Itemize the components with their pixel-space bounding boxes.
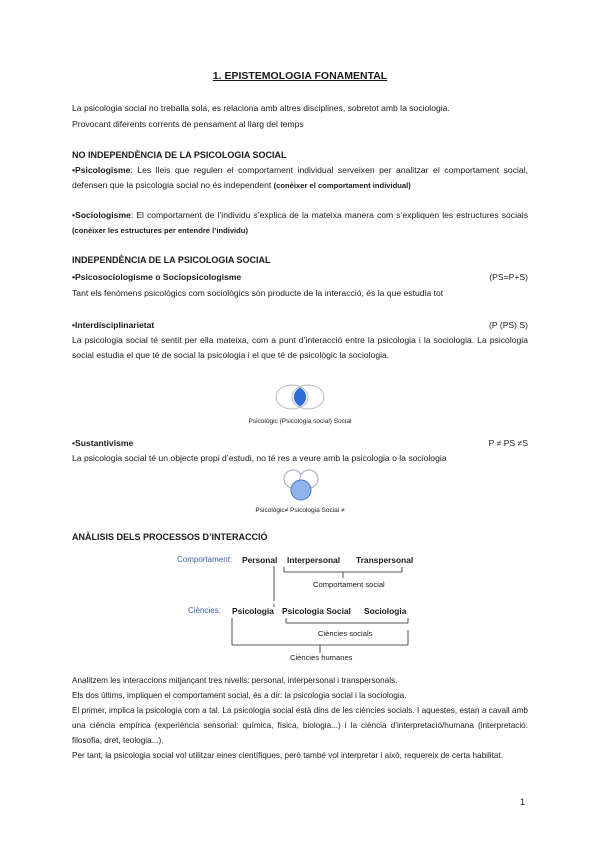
diagram-bracket-comportament-social: Comportament social	[313, 580, 385, 589]
venn-separate-icon	[280, 468, 322, 502]
analysis-paragraph-2: Els dos últims, impliquen el comportament social, és a dir: la psicologia social i la sociologia.	[72, 691, 407, 700]
independence-heading: INDEPENDÈNCIA DE LA PSICOLOGIA SOCIAL	[72, 255, 271, 265]
analysis-paragraph-1: Analitzem les interaccions mitjançant tres nivells: personal, interpersonal i transpersonals.	[72, 676, 398, 685]
intro-line-2: Provocant diferents corrents de pensament al llarg del temps	[72, 119, 304, 129]
analysis-paragraph-3: El primer, implica la psicologia com a tal. La psicologia social està dins de les ciències socials. I aquestes, estan a cavall amb una ciència empírica (experiència sensorial: química, física, biologia...) i la ciència d’interpretació/humana (interpretació: filosofia, dret, teologia...).	[72, 706, 528, 745]
interdisciplinarietat-formula: (P (PS) S)	[489, 320, 528, 330]
sociologisme-note: (conèixer les estructures per entendre l’individu)	[72, 226, 248, 235]
diagram-transpersonal: Transpersonal	[356, 555, 414, 565]
sustantivisme-text: La psicologia social té un objecte propi d’estudi, no té res a veure amb la psicologia o la sociologia	[72, 453, 447, 463]
psicologisme-text: : Les lleis que regulen el comportament individual serveixen per analitzar el comportament social, defensen que la psicologia social no és independent	[72, 165, 528, 190]
sociologisme-term: •Sociologisme	[72, 210, 131, 220]
psicologisme-paragraph	[72, 163, 528, 193]
sociologisme-text: : El comportament de l’individu s’explica de la mateixa manera com s’expliquen les estructures socials	[130, 210, 528, 220]
psicologisme-note: (conèixer el comportament individual)	[273, 181, 411, 190]
intro-line-1: La psicologia social no treballa sola, es relaciona amb altres disciplines, sobretot amb la sociologia.	[72, 103, 450, 113]
diagram-bracket-ciencies-socials: Ciències socials	[318, 629, 373, 638]
psicosociologisme-term: •Psicosociologisme o Sociopsicologisme	[72, 272, 242, 282]
diagram-brackets	[170, 566, 430, 666]
analysis-heading: ANÀLISIS DELS PROCESSOS D’INTERACCIÓ	[72, 532, 268, 542]
analysis-paragraph-4: Per tant, la psicologia social vol utilitzar eines científiques, però també vol interpretar i això, requereix de certa habilitat.	[72, 751, 503, 760]
venn-overlap-icon	[272, 382, 328, 412]
interdisciplinarietat-term: •Interdisciplinarietat	[72, 320, 155, 330]
psicologisme-term: •Psicologisme	[72, 165, 131, 175]
diagram-interpersonal: Interpersonal	[287, 555, 341, 565]
diagram-psicologia: Psicologia	[232, 606, 274, 616]
diagram-row2-label: Ciències:	[188, 606, 221, 615]
page-number: 1	[520, 797, 526, 807]
psicosociologisme-text: Tant els fenòmens psicològics com sociològics són producte de la interacció, és la que estudia tot	[72, 288, 444, 298]
page-title: 1. EPISTEMOLOGIA FONAMENTAL	[212, 70, 388, 82]
venn-caption-1: Psicològic (Psicologia social) Social	[248, 418, 352, 425]
interdisciplinarietat-text: La psicologia social té sentit per ella mateixa, com a punt d’interacció entre la psicologia i la sociologia. La psicologia social estudia el que té de social la psicologia i el que té de psicològic la sociologia.	[72, 335, 528, 360]
sociologisme-paragraph	[72, 208, 528, 238]
psicosociologisme-formula: (PS=P+S)	[489, 272, 528, 282]
diagram-bracket-ciencies-humanes: Ciències humanes	[290, 653, 353, 662]
diagram-sociologia: Sociologia	[364, 606, 407, 616]
sustantivisme-term: •Sustantivisme	[72, 438, 134, 448]
diagram-row1-label: Comportament:	[177, 555, 233, 564]
diagram-personal: Personal	[242, 555, 278, 565]
venn-caption-2: Psicològic≠ Psicologia Social ≠	[255, 507, 345, 514]
diagram-psicologia-social: Psicologia Social	[282, 606, 351, 616]
no-independence-heading: NO INDEPENDÈNCIA DE LA PSICOLOGIA SOCIAL	[72, 150, 287, 160]
sustantivisme-formula: P ≠ PS ≠S	[488, 438, 528, 448]
